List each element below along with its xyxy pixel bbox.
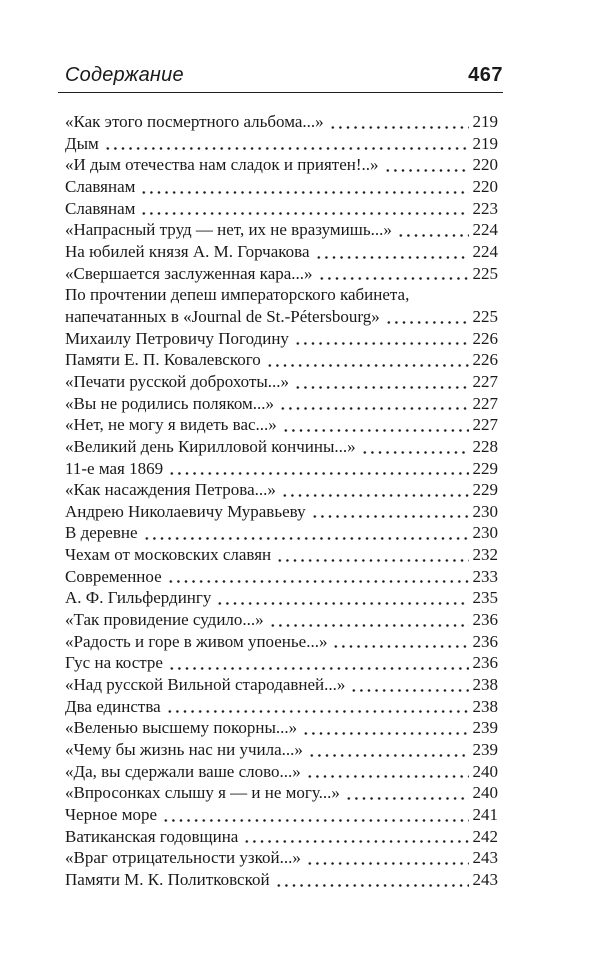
- toc-entry-title: «Великий день Кирилловой кончины...»: [65, 436, 356, 456]
- dot-leader: [166, 696, 469, 718]
- toc-entry-page: 233: [472, 566, 498, 586]
- toc-entry-title: «Свершается заслуженная кара...»: [65, 263, 313, 283]
- toc-entry-page: 227: [472, 393, 498, 413]
- toc-entry: [65, 826, 498, 848]
- toc-entry-page: 235: [472, 588, 498, 608]
- toc-entry-page: 227: [472, 415, 498, 435]
- toc-entry: [65, 522, 498, 544]
- toc-entry: [65, 566, 498, 588]
- toc-entry: [65, 804, 498, 826]
- toc-entry: [65, 458, 498, 480]
- dot-leader: [266, 349, 469, 371]
- dot-leader: [294, 371, 468, 393]
- toc-entry-title: «Напрасный труд — нет, их не вразумишь...»: [65, 220, 392, 240]
- toc-entry: [65, 241, 498, 263]
- toc-entry-title: «Как этого посмертного альбома...»: [65, 112, 324, 131]
- dot-leader: [140, 176, 468, 198]
- toc-entry-page: 240: [472, 783, 498, 803]
- toc-entry-page: 228: [472, 436, 498, 456]
- toc-entry-page: 239: [472, 718, 498, 738]
- page-header: [58, 64, 503, 93]
- toc-entry-page: 226: [472, 328, 498, 348]
- toc-entry-title: Ватиканская годовщина: [65, 826, 239, 846]
- toc-entry: [65, 328, 498, 350]
- toc-entry-page: 243: [472, 848, 498, 868]
- toc-entry-title: напечатанных в «Journal de St.-Pétersbourg»: [65, 306, 380, 326]
- toc-entry-page: 220: [472, 176, 498, 196]
- toc-entry-title: Черное море: [65, 805, 157, 824]
- toc-entry: [65, 761, 498, 783]
- dot-leader: [162, 804, 469, 826]
- toc-entry-page: 236: [472, 610, 498, 630]
- toc-entry-title: Два единства: [65, 696, 161, 716]
- dot-leader: [276, 544, 468, 566]
- toc-entry-page: 225: [472, 306, 498, 326]
- dot-leader: [279, 393, 468, 415]
- toc-entry: [65, 111, 498, 133]
- dot-leader: [308, 739, 469, 761]
- toc-entry-title: Чехам от московских славян: [65, 545, 272, 565]
- toc-entry-title: «Как насаждения Петрова...»: [65, 480, 276, 500]
- toc-list: [65, 111, 498, 891]
- toc-entry: [65, 479, 498, 501]
- dot-leader: [269, 609, 469, 631]
- dot-leader: [306, 761, 469, 783]
- toc-entry-page: 220: [472, 155, 498, 175]
- dot-leader: [167, 566, 469, 588]
- dot-leader: [318, 263, 469, 285]
- dot-leader: [168, 652, 469, 674]
- toc-entry-title: «И дым отечества нам сладок и приятен!..»: [65, 155, 379, 175]
- toc-entry: [65, 263, 498, 285]
- toc-entry-title: «Чему бы жизнь нас ни учила...»: [65, 740, 303, 760]
- toc-entry-page: 224: [472, 220, 498, 240]
- toc-entry-page: 230: [472, 501, 498, 521]
- dot-leader: [361, 436, 469, 458]
- toc-entry-title: Дым: [65, 133, 99, 153]
- toc-entry-page: 226: [472, 350, 498, 370]
- dot-leader: [294, 328, 469, 350]
- toc-entry: [65, 501, 498, 523]
- toc-entry: [65, 609, 498, 631]
- toc-entry: [65, 306, 498, 328]
- dot-leader: [345, 782, 469, 804]
- toc-entry: [65, 674, 498, 696]
- toc-entry-title: Славянам: [65, 198, 136, 218]
- toc-entry-title: «Нет, не могу я видеть вас...»: [65, 415, 277, 435]
- toc-entry-title: Гус на костре: [65, 653, 163, 673]
- toc-entry: [65, 717, 498, 739]
- toc-entry-title: «Да, вы сдержали ваше слово...»: [65, 761, 301, 781]
- toc-entry-page: 239: [472, 740, 498, 760]
- toc-entry: [65, 631, 498, 653]
- dot-leader: [397, 219, 469, 241]
- toc-entry-title: «Враг отрицательности узкой...»: [65, 848, 301, 868]
- toc-entry: [65, 349, 498, 371]
- dot-leader: [332, 631, 468, 653]
- toc-entry: [65, 176, 498, 198]
- dot-leader: [311, 501, 469, 523]
- toc-entry: [65, 371, 498, 393]
- toc-entry: [65, 652, 498, 674]
- toc-entry-page: 236: [472, 631, 498, 651]
- toc-entry: [65, 198, 498, 220]
- toc-entry-page: 219: [472, 112, 498, 131]
- toc-entry-page: 229: [472, 458, 498, 478]
- toc-entry: [65, 696, 498, 718]
- toc-entry-page: 238: [472, 675, 498, 695]
- toc-entry-title: «Печати русской доброхоты...»: [65, 371, 290, 391]
- dot-leader: [384, 154, 469, 176]
- toc-entry: [65, 219, 498, 241]
- toc-entry-title: «Впросонках слышу я — и не могу...»: [65, 783, 340, 803]
- toc-entry-page: 224: [472, 241, 498, 261]
- toc-entry-title: «Веленью высшему покорны...»: [65, 718, 298, 738]
- toc-entry-page: 232: [472, 545, 498, 565]
- toc-entry-page: 236: [472, 653, 498, 673]
- toc-entry-first-line: По прочтении депеш императорского кабинета,: [65, 285, 410, 305]
- toc-entry-title: А. Ф. Гильфердингу: [65, 588, 212, 608]
- toc-entry-page: 238: [472, 696, 498, 716]
- toc-entry-page: 219: [472, 133, 498, 153]
- toc-entry: [65, 847, 498, 869]
- toc-entry-page: 225: [472, 263, 498, 283]
- toc-entry-page: 230: [472, 523, 498, 543]
- dot-leader: [385, 306, 469, 328]
- dot-leader: [216, 587, 468, 609]
- toc-entry-title: На юбилей князя А. М. Горчакова: [65, 241, 310, 261]
- toc-entry: [65, 544, 498, 566]
- dot-leader: [315, 241, 469, 263]
- toc-entry-title: «Так провидение судило...»: [65, 610, 264, 630]
- toc-entry-page: 243: [472, 869, 498, 889]
- dot-leader: [281, 479, 469, 501]
- toc-entry-title: Михаилу Петровичу Погодину: [65, 328, 289, 348]
- toc-entry-title: В деревне: [65, 523, 138, 543]
- toc-entry: [65, 414, 498, 436]
- toc-entry: [65, 739, 498, 761]
- toc-entry-page: 227: [472, 371, 498, 391]
- dot-leader: [275, 869, 469, 891]
- toc-entry: [65, 587, 498, 609]
- toc-entry: [65, 782, 498, 804]
- toc-entry-page: 229: [472, 480, 498, 500]
- toc-entry-page: 242: [472, 826, 498, 846]
- dot-leader: [140, 198, 468, 220]
- dot-leader: [306, 847, 469, 869]
- toc-entry-title: «Вы не родились поляком...»: [65, 393, 275, 413]
- dot-leader: [243, 826, 468, 848]
- dot-leader: [143, 522, 469, 544]
- toc-entry-title: Андрею Николаевичу Муравьеву: [65, 501, 306, 521]
- toc-entry-title: Памяти М. К. Политковской: [65, 869, 270, 889]
- dot-leader: [104, 133, 469, 155]
- folio-page-number: 467: [468, 64, 503, 86]
- running-title: Содержание: [65, 64, 184, 86]
- toc-entry-page: 223: [472, 198, 498, 218]
- toc-entry: [65, 393, 498, 415]
- dot-leader: [350, 674, 468, 696]
- dot-leader: [329, 111, 469, 133]
- toc-entry-title: Славянам: [65, 176, 136, 196]
- toc-entry-title: «Над русской Вильной стародавней...»: [65, 675, 346, 695]
- dot-leader: [168, 458, 468, 480]
- toc-entry-title: Памяти Е. П. Ковалевского: [65, 350, 261, 370]
- toc-entry: [65, 869, 498, 891]
- toc-entry: [65, 133, 498, 155]
- toc-entry-title: «Радость и горе в живом упоенье...»: [65, 631, 328, 651]
- toc-entry-title: 11-е мая 1869: [65, 458, 164, 478]
- toc-entry-title: Современное: [65, 566, 162, 586]
- toc-entry: [65, 436, 498, 458]
- toc-entry-page: 240: [472, 761, 498, 781]
- toc-entry-page: 241: [472, 805, 498, 824]
- dot-leader: [302, 717, 468, 739]
- toc-entry: [65, 154, 498, 176]
- dot-leader: [282, 414, 469, 436]
